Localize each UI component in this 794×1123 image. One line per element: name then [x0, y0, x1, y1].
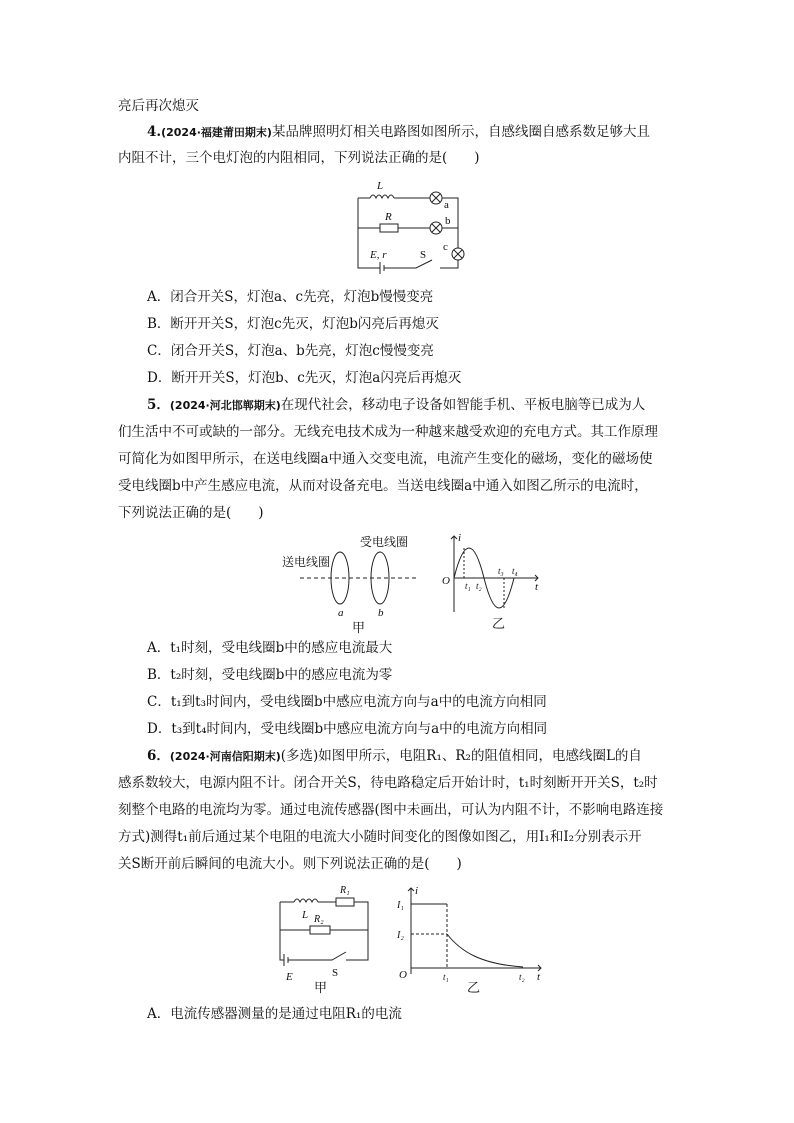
q4-label-c: c: [443, 241, 448, 253]
q5-origin: O: [442, 575, 450, 587]
q5-label-a: a: [338, 607, 344, 619]
q4-stem-line-1: [147, 122, 650, 143]
q6-label-I2: I₂: [397, 930, 404, 941]
q6-label-L: L: [302, 909, 309, 921]
q4-circuit-diagram: [350, 178, 470, 278]
q4-label-b: b: [445, 215, 451, 227]
q6-stem-line-1: [147, 746, 642, 767]
q5-option-d: D．t₃到t₄时间内，受电线圈b中感应电流方向与a中的电流方向相同: [147, 721, 548, 737]
q4-stem-line-2: 内阻不计，三个电灯泡的内阻相同，下列说法正确的是( ): [118, 150, 480, 166]
q5-figure-yi: [440, 532, 560, 632]
q4-label-Er: E, r: [370, 249, 387, 261]
q6-label-R1: R₁: [340, 885, 350, 896]
q6-stem-line-2: 感系数较大，电源内阻不计。闭合开关S，待电路稳定后开始计时，t₁时刻断开开关S，t₂时: [118, 775, 658, 791]
q5-number: 5．: [147, 397, 170, 413]
q4-label-L: L: [377, 180, 384, 192]
q5-t3: t₃: [498, 566, 504, 576]
q5-label-b: b: [378, 607, 384, 619]
q5-source: (2024·河北邯郸期末): [169, 399, 281, 412]
q6-origin: O: [399, 969, 407, 981]
q6-caption-yi: 乙: [467, 980, 481, 995]
q5-axis-t: t: [535, 581, 539, 593]
q5-stem-line-5: 下列说法正确的是( ): [118, 505, 264, 521]
q4-stem-text-1: 某品牌照明灯相关电路图如图所示，自感线圈自感系数足够大且: [271, 124, 650, 140]
q6-stem-line-3: 刻整个电路的电流均为零。通过电流传感器(图中未画出，可认为内阻不计，不影响电路连接: [118, 802, 664, 818]
q4-label-R: R: [385, 211, 392, 223]
q5-t4: t₄: [512, 566, 518, 576]
q4-source: (2024·福建莆田期末): [161, 126, 272, 139]
q4-option-d: D．断开开关S，灯泡b、c先灭，灯泡a闪亮后再熄灭: [147, 370, 462, 386]
q6-label-R2: R₂: [314, 914, 324, 925]
q5-caption-yi: 乙: [492, 616, 506, 631]
q5-axis-i: i: [458, 532, 462, 544]
q6-figure-yi: [395, 884, 555, 994]
q6-axis-t: t: [537, 971, 541, 983]
q6-stem-line-5: 关S断开前后瞬间的电流大小。则下列说法正确的是( ): [118, 856, 462, 872]
q4-option-c: C．闭合开关S，灯泡a、b先亮，灯泡c慢慢变亮: [147, 343, 434, 359]
q6-caption-jia: 甲: [314, 980, 328, 995]
q4-label-S: S: [420, 249, 427, 261]
q6-stem-text-1: (多选)如图甲所示，电阻R₁、R₂的阻值相同，电感线圈L的自: [280, 748, 642, 764]
q6-t1: t₁: [443, 972, 449, 982]
q4-label-a: a: [444, 199, 449, 211]
q6-axis-i: i: [415, 885, 419, 897]
q5-stem-line-3: 可简化为如图甲所示，在送电线圈a中通入交变电流，电流产生变化的磁场，变化的磁场使: [118, 451, 653, 467]
q5-option-c: C．t₁到t₃时间内，受电线圈b中感应电流方向与a中的电流方向相同: [147, 694, 547, 710]
q5-stem-line-4: 受电线圈b中产生感应电流，从而对设备充电。当送电线圈a中通入如图乙所示的电流时，: [118, 478, 648, 494]
q4-number: 4.: [147, 124, 162, 140]
q4-option-a: A．闭合开关S，灯泡a、c先亮，灯泡b慢慢变亮: [147, 289, 434, 305]
q5-stem-text-1: 在现代社会，移动电子设备如智能手机、平板电脑等已成为人: [280, 397, 646, 413]
q5-t2: t₂: [476, 581, 482, 591]
q5-stem-line-2: 们生活中不可或缺的一部分。无线充电技术成为一种越来越受欢迎的充电方式。其工作原理: [118, 424, 658, 440]
q6-option-a: A．电流传感器测量的是通过电阻R₁的电流: [147, 1006, 402, 1022]
q5-stem-line-1: [147, 395, 645, 416]
q5-label-send: 送电线圈: [282, 555, 331, 569]
q6-figure-jia: [272, 884, 382, 994]
q5-figure-jia: [280, 532, 430, 635]
q6-label-I1: I₁: [397, 900, 404, 911]
q6-source: (2024·河南信阳期末): [169, 750, 281, 763]
q6-t2: t₂: [519, 972, 525, 982]
q6-stem-line-4: 方式)测得t₁前后通过某个电阻的电流大小随时间变化的图像如图乙，用I₁和I₂分别表示开: [118, 829, 642, 845]
q4-option-b: B．断开开关S，灯泡c先灭，灯泡b闪亮后再熄灭: [147, 316, 439, 332]
q6-label-E: E: [286, 971, 293, 983]
q5-caption-jia: 甲: [352, 620, 366, 635]
top-line: 亮后再次熄灭: [118, 98, 199, 114]
q5-label-recv: 受电线圈: [360, 535, 409, 549]
q5-t1: t₁: [465, 581, 471, 591]
q5-option-a: A．t₁时刻，受电线圈b中的感应电流最大: [147, 640, 393, 656]
q6-label-S: S: [332, 967, 339, 979]
q6-number: 6．: [147, 748, 170, 764]
q5-option-b: B．t₂时刻，受电线圈b中的感应电流为零: [147, 667, 393, 683]
